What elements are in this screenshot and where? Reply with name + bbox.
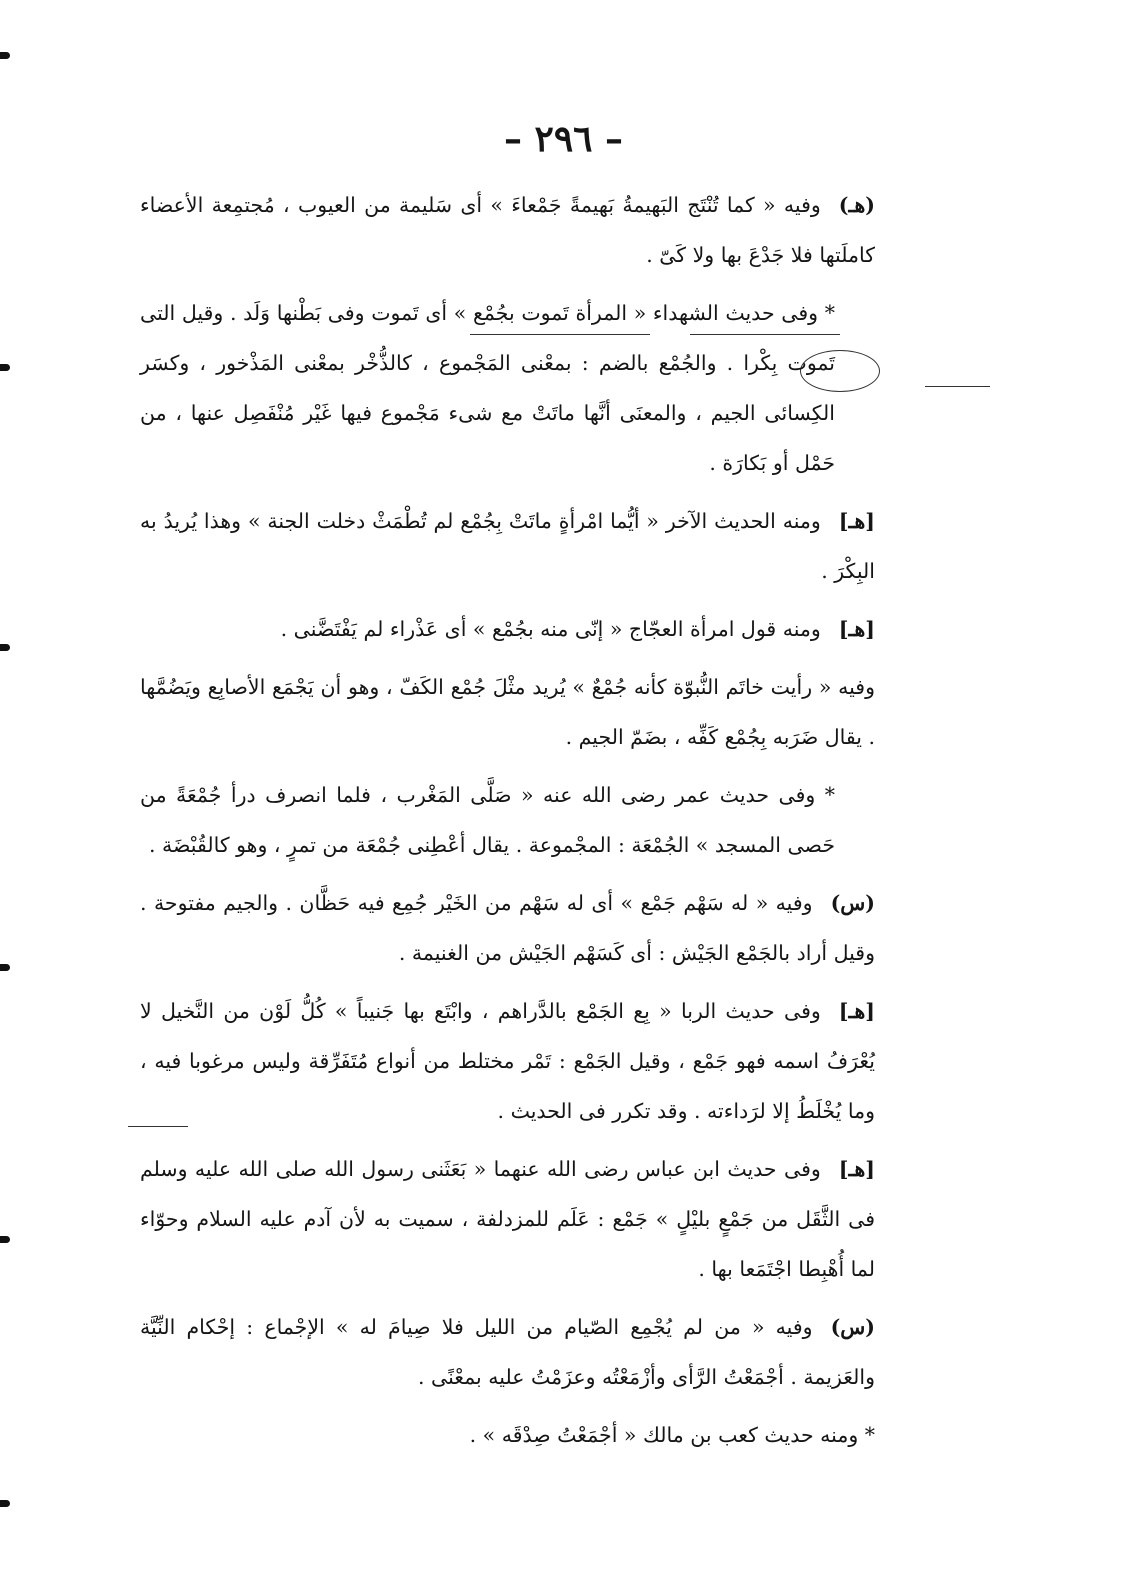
source-tag: (هـ) (838, 193, 875, 217)
paragraph-text: * ومنه حديث كعب بن مالك « أجْمَعْتُ صِدْقَه » . (469, 1423, 875, 1447)
binding-mark (0, 1500, 10, 1507)
paragraph-text: وفيه « رأيت خاتَم النُّبوّة كأنه جُمْعٌ » يُريد مثْلَ جُمْع الكَفّ ، وهو أن يَجْمَع الأصابِع ويَضُمَّها . يقال ضَرَبه بِجُمْع كَفِّه ، بضَمّ الجيم . (140, 675, 875, 749)
paragraph (140, 986, 875, 1136)
binding-mark (0, 964, 10, 971)
paragraph-text: ومنه الحديث الآخر « أيُّما امْرأةٍ ماتَتْ بِجُمْع لم تُطْمَثْ دخلت الجنة » وهذا يُريدُ به البِكْرَ . (140, 509, 875, 583)
paragraph-text: وفى حديث ابن عباس رضى الله عنهما « بَعَثَنى رسول الله صلى الله عليه وسلم فى الثَّقَل من جَمْعٍ بليْلٍ » جَمْع : عَلَم للمزدلفة ، سميت به لأن آدم عليه السلام وحوّاء لما أُهْبِطا اجْتَمَعا بها . (140, 1157, 875, 1281)
binding-mark (0, 52, 10, 59)
binding-mark (0, 364, 10, 371)
source-tag: (س) (830, 1315, 875, 1339)
paragraph (140, 878, 875, 978)
binding-mark (0, 644, 10, 651)
paragraph (140, 770, 875, 870)
paragraph-text: وفيه « كما تُنْتَج البَهيمةُ بَهيمةً جَمْعاءَ » أى سَليمة من العيوب ، مُجتمِعة الأعضاء كاملَتها فلا جَدْعَ بها ولا كَىّ . (140, 193, 875, 267)
paragraph-text: * وفى حديث عمر رضى الله عنه « صَلَّى المَغْرب ، فلما انصرف درأ جُمْعَةً من حَصى المسجد » الجُمْعَة : المجْموعة . يقال أعْطِنى جُمْعَة من تمرٍ ، وهو كالقُبْضَة . (140, 783, 835, 857)
paragraph (140, 1410, 875, 1460)
paragraph (140, 496, 875, 596)
paragraph-text: وفى حديث الربا « بِع الجَمْع بالدَّراهم ، وابْتَع بها جَنيباً » كُلُّ لَوْن من النَّخيل لا يُعْرَفُ اسمه فهو جَمْع ، وقيل الجَمْع : تَمْر مختلط من أنواع مُتَفَرِّقة وليس مرغوبا فيه ، وما يُخْلَطُ إلا لرَداءته . وقد تكرر فى الحديث . (140, 999, 875, 1123)
source-tag: [هـ] (838, 617, 875, 641)
paragraph-text: ومنه قول امرأة العجّاج « إنّى منه بجُمْع » أى عَذْراء لم يَفْتَضَّنى . (280, 617, 821, 641)
paragraph (140, 662, 875, 762)
handwritten-underline (925, 386, 990, 387)
paragraph (140, 288, 875, 488)
source-tag: [هـ] (838, 509, 875, 533)
page-number: – ٢٩٦ – (503, 118, 624, 160)
source-tag: [هـ] (838, 999, 875, 1023)
paragraph-text: وفيه « له سَهْم جَمْع » أى له سَهْم من الخَيْر جُمِع فيه حَظَّان . والجيم مفتوحة . وقيل أراد بالجَمْع الجَيْش : أى كَسَهْم الجَيْش من الغنيمة . (140, 891, 875, 965)
paragraph (140, 1144, 875, 1294)
paragraph-text: * وفى حديث الشهداء « المرأة تَموت بجُمْع » أى تَموت وفى بَطْنها وَلَد . وقيل التى تَموت بِكْرا . والجُمْع بالضم : بمعْنى المَجْموع ، كالذُّخْر بمعْنى المَذْخور ، وكسَر الكِسائى الجيم ، والمعنَى أنَّها ماتَتْ مع شىء مَجْموع فيها غَيْر مُنْفَصِل عنها ، من حَمْل أو بَكارَة . (140, 301, 835, 475)
paragraph (140, 604, 875, 654)
paragraph (140, 180, 875, 280)
binding-mark (0, 1236, 10, 1243)
page-content (140, 180, 875, 1468)
source-tag: [هـ] (838, 1157, 875, 1181)
paragraph-text: وفيه « من لم يُجْمِع الصّيام من الليل فلا صِيامَ له » الإجْماع : إحْكام النِّيَّة والعَزيمة . أجْمَعْتُ الرَّأى وأزْمَعْتُه وعزَمْتُ عليه بمعْنًى . (140, 1315, 875, 1389)
paragraph (140, 1302, 875, 1402)
source-tag: (س) (830, 891, 875, 915)
